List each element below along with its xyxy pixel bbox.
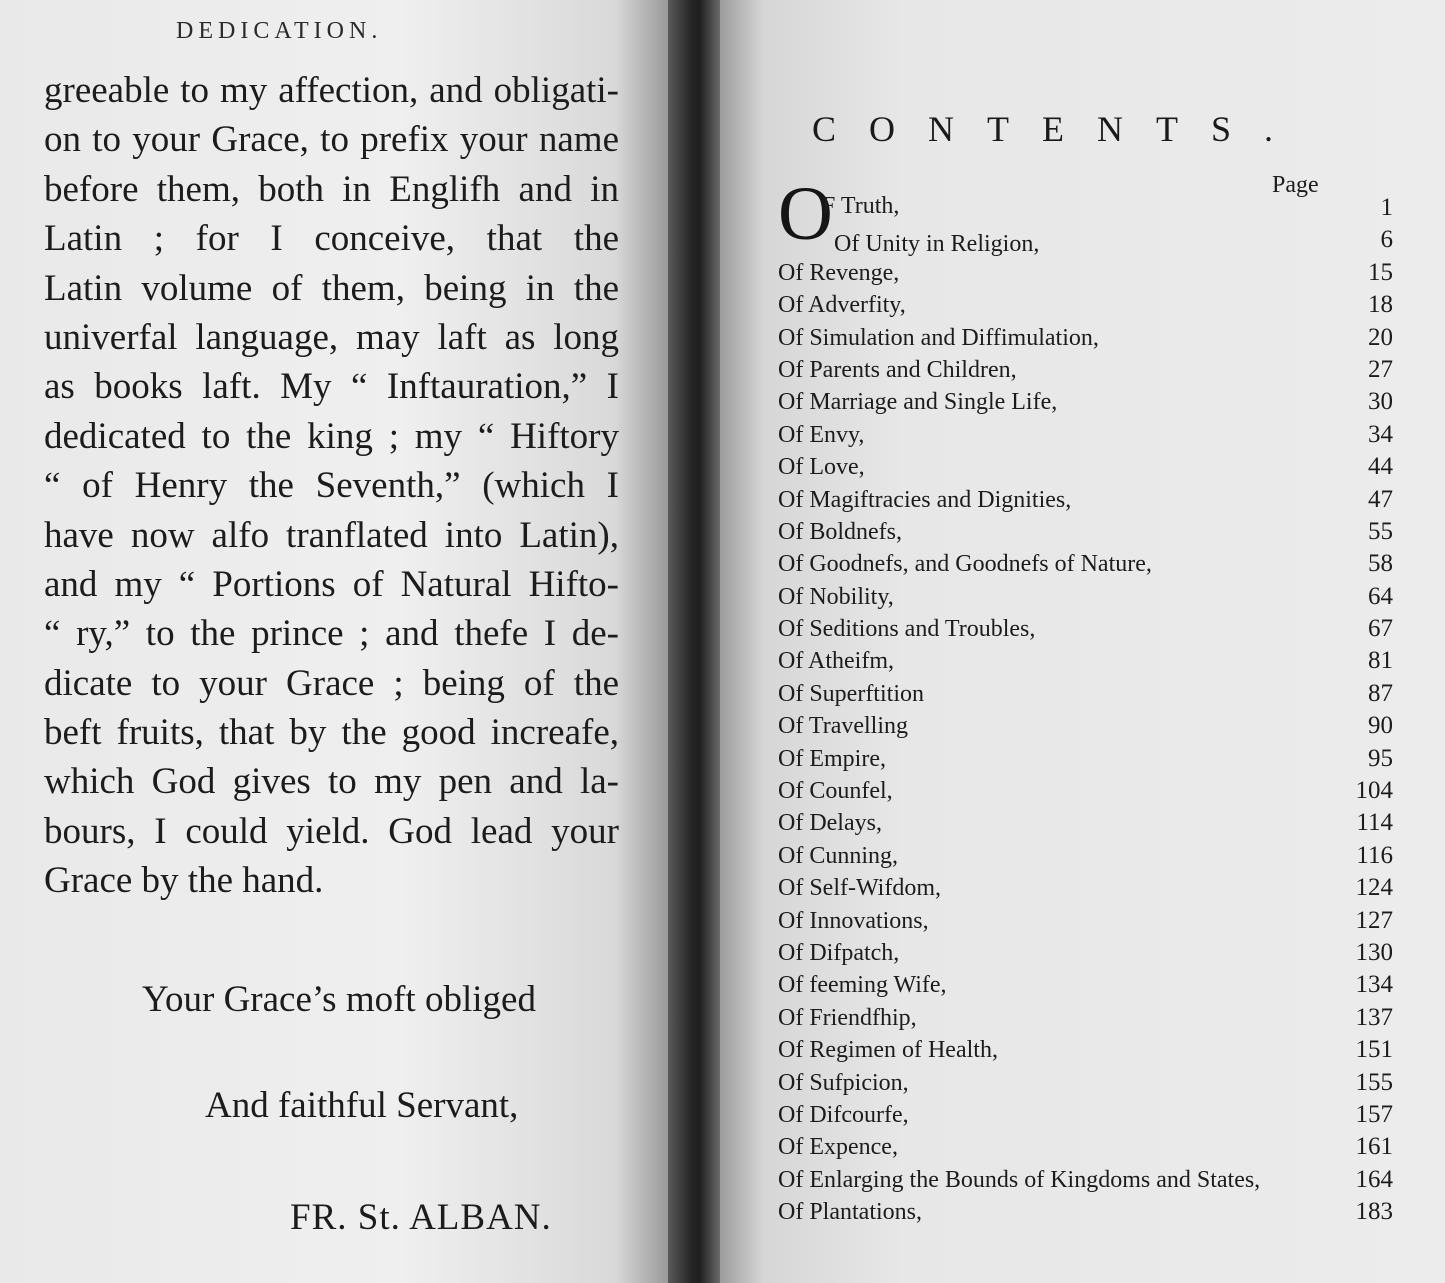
drop-cap: O xyxy=(778,172,833,256)
toc-entry-title: Of Adverfity, xyxy=(778,292,906,319)
toc-entry-title: Of Difpatch, xyxy=(778,939,900,966)
toc-entry xyxy=(778,386,1393,418)
contents-title: CONTENTS. xyxy=(812,109,1306,149)
text-line: beft fruits, that by the good increafe, xyxy=(44,712,619,754)
toc-entry-title: Of Expence, xyxy=(778,1134,898,1161)
text-line: Latin volume of them, being in the xyxy=(44,267,619,309)
toc-entry-title: Of Goodnefs, and Goodnefs of Nature, xyxy=(778,551,1152,578)
toc-entry xyxy=(778,548,1393,580)
toc-entry xyxy=(778,322,1393,354)
toc-entry-page: 58 xyxy=(1368,550,1393,578)
toc-entry-page: 130 xyxy=(1355,938,1393,966)
toc-entry-page: 27 xyxy=(1368,355,1393,383)
toc-entry-page: 164 xyxy=(1355,1165,1393,1193)
toc-entry-title: Of Self-Wifdom, xyxy=(778,875,941,902)
toc-entry-title: Of Cunning, xyxy=(778,842,898,869)
toc-entry xyxy=(778,257,1393,289)
text-line: univerfal language, may laft as long xyxy=(44,316,619,358)
closing-line-2: And faithful Servant, xyxy=(205,1085,519,1126)
toc-entry xyxy=(778,710,1393,742)
toc-entry-page: 30 xyxy=(1368,388,1393,416)
text-line: as books laft. My “ Inftauration,” I xyxy=(44,366,619,408)
toc-entry-page: 47 xyxy=(1368,485,1393,513)
toc-entry-page: 161 xyxy=(1355,1133,1393,1161)
toc-entry-page: 87 xyxy=(1368,679,1393,707)
toc-entry xyxy=(778,969,1393,1001)
toc-entry-page: 151 xyxy=(1355,1036,1393,1064)
toc-entry-title: Of Seditions and Troubles, xyxy=(778,616,1036,643)
toc-entry xyxy=(778,807,1393,839)
signature: FR. St. ALBAN. xyxy=(290,1197,552,1238)
toc-entry-page: 124 xyxy=(1355,874,1393,902)
toc-entry-title: Of Sufpicion, xyxy=(778,1069,909,1096)
text-line: on to your Grace, to prefix your name xyxy=(44,119,619,161)
toc-entry xyxy=(778,840,1393,872)
toc-entry-title: Of Counfel, xyxy=(778,778,893,805)
text-line: Grace by the hand. xyxy=(44,860,324,902)
toc-entry xyxy=(778,289,1393,321)
toc-entry-page: 67 xyxy=(1368,615,1393,643)
toc-entry-page: 1 xyxy=(1380,194,1393,221)
toc-entry xyxy=(778,1067,1393,1099)
toc-entry-page: 127 xyxy=(1355,906,1393,934)
dedication-text xyxy=(44,66,619,906)
toc-entry-title: Of Revenge, xyxy=(778,259,900,286)
toc-entry-page: 104 xyxy=(1355,777,1393,805)
toc-entry xyxy=(778,354,1393,386)
toc-entry xyxy=(778,1034,1393,1066)
toc-entry xyxy=(778,645,1393,677)
toc-entry xyxy=(778,1099,1393,1131)
toc-entry-page: 137 xyxy=(1355,1003,1393,1031)
toc-entry-title: Of Superftition xyxy=(778,680,924,707)
toc-entry xyxy=(778,192,1393,224)
book-gutter xyxy=(668,0,720,1283)
toc-entry-title: Of Love, xyxy=(778,454,865,481)
toc-entry-title: Of Parents and Children, xyxy=(778,356,1017,383)
toc-entry xyxy=(778,775,1393,807)
toc-entry xyxy=(778,484,1393,516)
text-line: “ of Henry the Seventh,” (which I xyxy=(44,465,619,507)
toc-entry-title: Of Plantations, xyxy=(778,1199,922,1226)
toc-entry-page: 155 xyxy=(1355,1068,1393,1096)
toc-entry-page: 18 xyxy=(1368,291,1393,319)
toc-entry-title: Of Enlarging the Bounds of Kingdoms and States, xyxy=(778,1166,1261,1193)
text-line: Latin ; for I conceive, that the xyxy=(44,218,619,260)
toc-entry-page: 134 xyxy=(1355,971,1393,999)
toc-entry-title: Of Boldnefs, xyxy=(778,518,902,545)
text-line: which God gives to my pen and la- xyxy=(44,761,619,803)
text-line: before them, both in Englifh and in xyxy=(44,168,619,210)
toc-entry-page: 95 xyxy=(1368,744,1393,772)
toc-entry xyxy=(778,419,1393,451)
toc-entry xyxy=(778,743,1393,775)
text-line: greeable to my affection, and obligati- xyxy=(44,70,619,111)
toc-entry-page: 44 xyxy=(1368,453,1393,481)
toc-entry-page: 116 xyxy=(1356,841,1393,869)
toc-entry-title: F Truth, xyxy=(822,193,900,219)
toc-entry xyxy=(778,872,1393,904)
toc-entry-title: Of Innovations, xyxy=(778,907,929,934)
toc-entry-page: 6 xyxy=(1380,226,1393,254)
toc-entry xyxy=(778,613,1393,645)
toc-entry xyxy=(778,451,1393,483)
toc-entry-page: 157 xyxy=(1355,1100,1393,1128)
running-head: DEDICATION. xyxy=(176,18,383,44)
toc-entry xyxy=(778,905,1393,937)
toc-entry-page: 90 xyxy=(1368,712,1393,740)
closing-line-1: Your Grace’s moft obliged xyxy=(142,979,536,1020)
toc-entry-title: Of Delays, xyxy=(778,810,882,837)
text-line: have now alfo tranflated into Latin), xyxy=(44,514,619,556)
toc-entry-title: Of Magiftracies and Dignities, xyxy=(778,486,1072,513)
toc-entry xyxy=(778,1002,1393,1034)
toc-entry-title: Of Nobility, xyxy=(778,583,894,610)
toc-entry-title: Of feeming Wife, xyxy=(778,972,947,999)
toc-entry xyxy=(778,224,1393,256)
toc-entry xyxy=(778,937,1393,969)
toc-entry-page: 183 xyxy=(1355,1198,1393,1226)
text-line: dicate to your Grace ; being of the xyxy=(44,662,619,704)
text-line: bours, I could yield. God lead your xyxy=(44,810,619,852)
toc-entry-title: Of Travelling xyxy=(778,713,909,740)
page-column-label: Page xyxy=(1272,172,1319,198)
toc-entry xyxy=(778,1196,1393,1228)
toc-entry-title: Of Simulation and Diffimulation, xyxy=(778,324,1099,351)
toc-entry xyxy=(778,1131,1393,1163)
toc-entry xyxy=(778,581,1393,613)
toc-entry-title: Of Friendfhip, xyxy=(778,1004,917,1031)
toc-entry-title: Of Regimen of Health, xyxy=(778,1037,998,1064)
toc-entry-title: Of Empire, xyxy=(778,745,886,772)
toc-entry-page: 114 xyxy=(1356,809,1393,837)
toc-entry-title: Of Unity in Religion, xyxy=(834,231,1040,258)
text-line: “ ry,” to the prince ; and thefe I de- xyxy=(44,613,619,655)
toc-entry xyxy=(778,1164,1393,1196)
toc-entry-title: Of Envy, xyxy=(778,421,865,448)
toc-entry-page: 55 xyxy=(1368,517,1393,545)
toc-entry-page: 34 xyxy=(1368,420,1393,448)
toc-entry-title: Of Atheifm, xyxy=(778,648,894,675)
toc-entry-page: 15 xyxy=(1368,258,1393,286)
toc-entry xyxy=(778,678,1393,710)
toc-entry xyxy=(778,516,1393,548)
toc-entry-title: Of Marriage and Single Life, xyxy=(778,389,1058,416)
text-line: dedicated to the king ; my “ Hiftory xyxy=(44,415,619,457)
toc-entry-page: 81 xyxy=(1368,647,1393,675)
text-line: and my “ Portions of Natural Hifto- xyxy=(44,563,619,605)
toc-entry-title: Of Difcourfe, xyxy=(778,1101,909,1128)
toc-entry-page: 64 xyxy=(1368,582,1393,610)
toc-entry-page: 20 xyxy=(1368,323,1393,351)
contents-list xyxy=(778,192,1393,1229)
